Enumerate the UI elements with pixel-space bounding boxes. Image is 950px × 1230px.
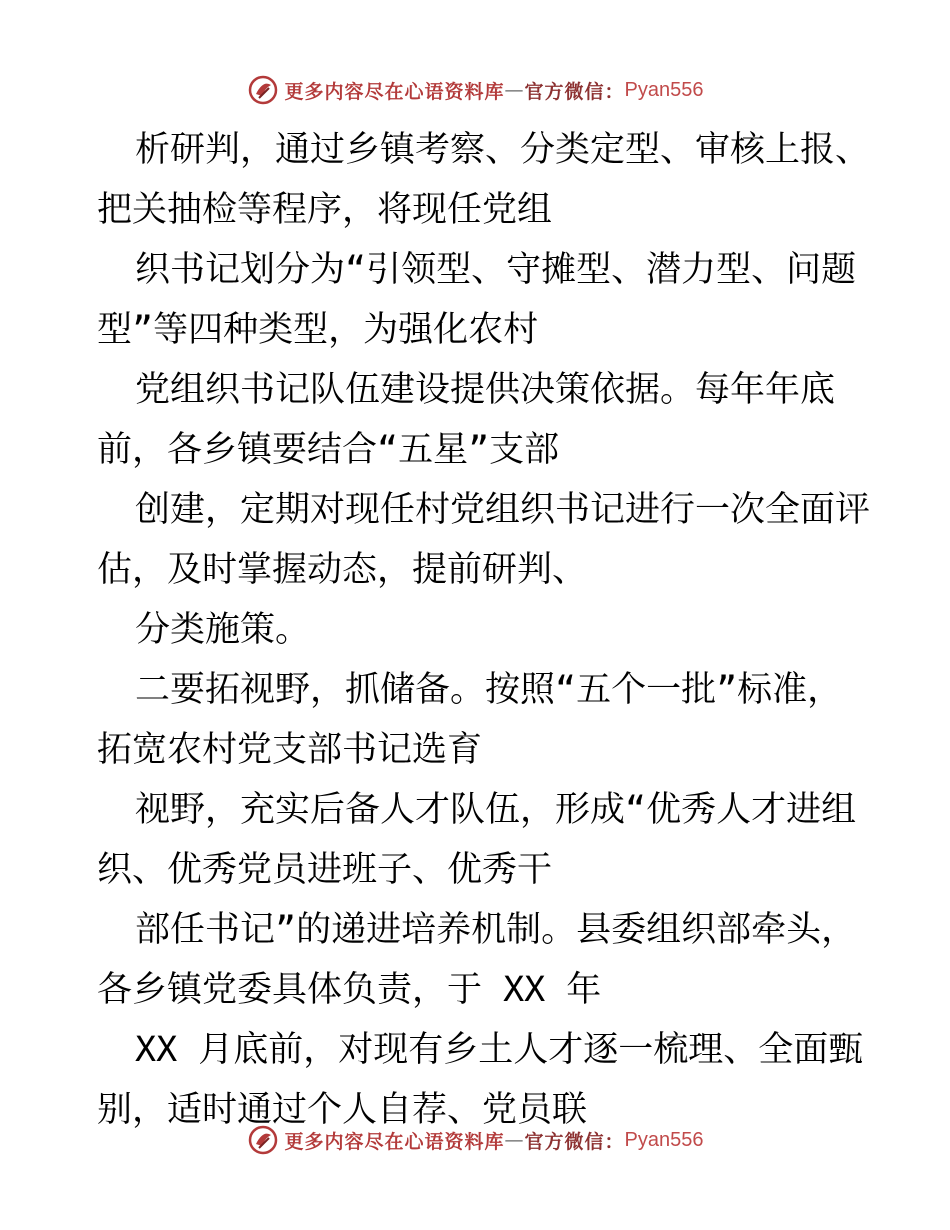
text-line: 党组织书记队伍建设提供决策依据。每年年底 bbox=[135, 370, 836, 410]
brand-logo-icon bbox=[247, 1124, 279, 1156]
banner-dash: — bbox=[504, 1129, 525, 1151]
text-line: 拓宽农村党支部书记选育 bbox=[97, 730, 483, 770]
banner-main-text: 更多内容尽在心语资料库 bbox=[284, 1130, 505, 1153]
text-line: 前，各乡镇要结合“五星”支部 bbox=[97, 430, 560, 470]
text-line: 织、优秀党员进班子、优秀干 bbox=[97, 850, 553, 890]
text-line: 把关抽检等程序，将现任党组 bbox=[97, 190, 553, 230]
banner-wechat-label: 官方微信： bbox=[524, 1130, 625, 1153]
document-body bbox=[97, 120, 871, 1140]
text-line: 各乡镇党委具体负责，于 XX 年 bbox=[97, 970, 602, 1010]
banner-wechat-label: 官方微信： bbox=[524, 80, 625, 103]
text-line: XX 月底前，对现有乡土人才逐一梳理、全面甄 bbox=[135, 1030, 864, 1070]
text-line: 二要拓视野，抓储备。按照“五个一批”标准， bbox=[135, 670, 843, 710]
banner-wechat-id: Pyan556 bbox=[624, 78, 704, 101]
text-line: 型”等四种类型，为强化农村 bbox=[97, 310, 539, 350]
text-line: 织书记划分为“引领型、守摊型、潜力型、问题 bbox=[135, 250, 857, 290]
banner-main-text: 更多内容尽在心语资料库 bbox=[284, 80, 505, 103]
text-line: 创建，定期对现任村党组织书记进行一次全面评 bbox=[135, 490, 871, 530]
header-watermark bbox=[0, 70, 950, 110]
text-line: 别，适时通过个人自荐、党员联 bbox=[97, 1090, 588, 1130]
banner-wechat-id: Pyan556 bbox=[624, 1128, 704, 1151]
text-line: 析研判，通过乡镇考察、分类定型、审核上报、 bbox=[135, 130, 871, 170]
banner-dash: — bbox=[504, 79, 525, 101]
brand-logo-icon bbox=[247, 74, 279, 106]
text-line: 视野，充实后备人才队伍，形成“优秀人才进组 bbox=[135, 790, 857, 830]
footer-watermark bbox=[0, 1120, 950, 1160]
text-line: 估，及时掌握动态，提前研判、 bbox=[97, 550, 588, 590]
text-line: 部任书记”的递进培养机制。县委组织部牵头， bbox=[135, 910, 857, 950]
text-line: 分类施策。 bbox=[135, 610, 311, 650]
